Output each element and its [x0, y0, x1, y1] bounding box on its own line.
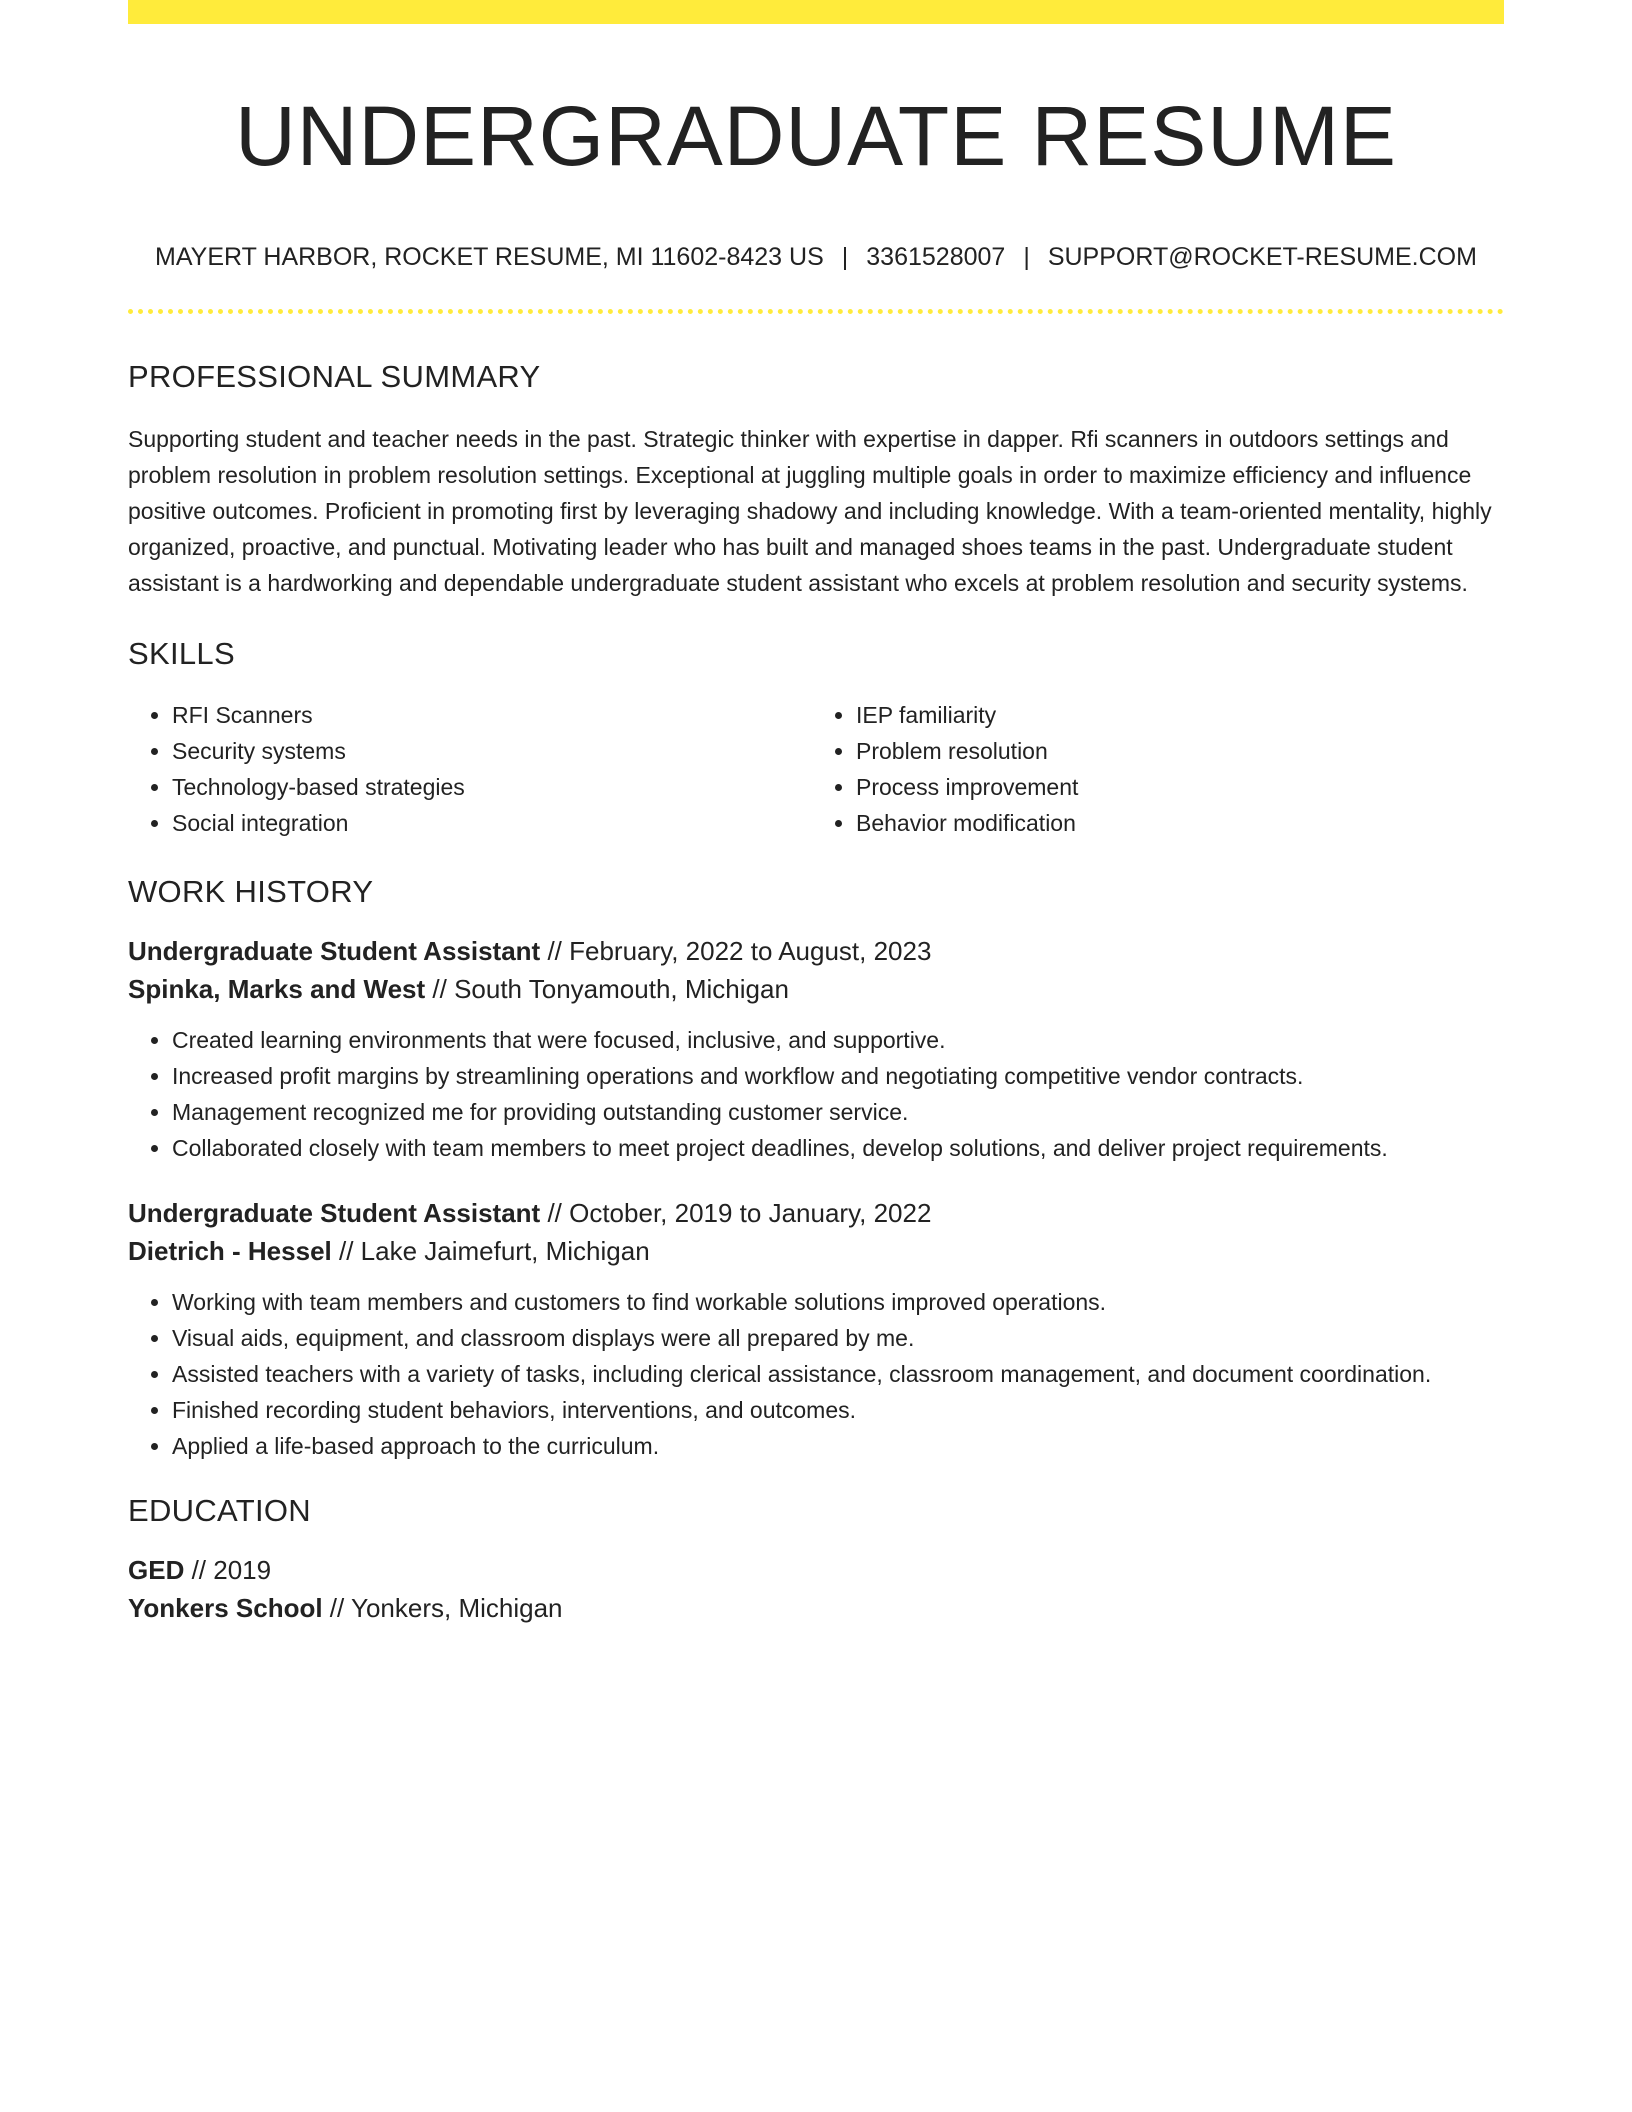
skill-item: • Security systems [172, 733, 806, 769]
job-location: // South Tonyamouth, Michigan [425, 973, 789, 1004]
education-entry [128, 1551, 1504, 1627]
dotted-divider [128, 309, 1504, 314]
skill-item: • IEP familiarity [856, 697, 1490, 733]
summary-heading: PROFESSIONAL SUMMARY [128, 359, 541, 395]
job-bullet: • Working with team members and customers to find workable solutions improved operations. [172, 1284, 1504, 1320]
work-history-heading: WORK HISTORY [128, 873, 374, 909]
job-title-line [128, 1194, 1504, 1232]
summary-text: Supporting student and teacher needs in the past. Strategic thinker with expertise in dapper. Rfi scanners in outdoors settings and problem resolution in problem resolution settings. Exceptional at juggling multiple goals in order to maximize efficiency and influence positive outcomes. Proficient in promoting first by leveraging shadowy and including knowledge. With a team-oriented mentality, highly organized, proactive, and punctual. Motivating leader who has built and managed shoes teams in the past. Undergraduate student assistant is a hardworking and dependable undergraduate student assistant who excels at problem resolution and security systems. [128, 426, 1492, 597]
job-role: Undergraduate Student Assistant [128, 935, 541, 966]
education-year: // 2019 [184, 1555, 272, 1586]
job-bullet: • Created learning environments that were focused, inclusive, and supportive. [172, 1022, 1504, 1058]
job-dates: // February, 2022 to August, 2023 [540, 935, 932, 966]
education-degree-line [128, 1551, 1504, 1589]
contact-email: SUPPORT@ROCKET-RESUME.COM [1047, 242, 1477, 271]
education-heading: EDUCATION [128, 1492, 311, 1528]
education-location: // Yonkers, Michigan [322, 1593, 563, 1624]
job-bullets [128, 1284, 1504, 1464]
job-bullet: • Finished recording student behaviors, interventions, and outcomes. [172, 1392, 1504, 1428]
job-entry [128, 1194, 1504, 1464]
contact-line [128, 241, 1504, 274]
job-bullet: • Collaborated closely with team members to meet project deadlines, develop solutions, and deliver project requirements. [172, 1130, 1504, 1166]
job-company-line [128, 970, 1504, 1008]
job-company: Spinka, Marks and West [128, 973, 426, 1004]
contact-phone: 3361528007 [866, 242, 1006, 271]
job-bullet: • Assisted teachers with a variety of tasks, including clerical assistance, classroom management, and document coordination. [172, 1356, 1504, 1392]
job-role: Undergraduate Student Assistant [128, 1197, 541, 1228]
education-school: Yonkers School [128, 1593, 323, 1624]
skill-item: • Problem resolution [856, 733, 1490, 769]
skill-item: • Social integration [172, 805, 806, 841]
job-bullet: • Visual aids, equipment, and classroom displays were all prepared by me. [172, 1320, 1504, 1356]
job-bullet: • Applied a life-based approach to the curriculum. [172, 1428, 1504, 1464]
job-title-line [128, 932, 1504, 970]
job-entry [128, 932, 1504, 1166]
skill-item: • RFI Scanners [172, 697, 806, 733]
job-bullet: • Increased profit margins by streamlining operations and workflow and negotiating competitive vendor contracts. [172, 1058, 1504, 1094]
top-accent-bar [128, 0, 1504, 24]
contact-address: MAYERT HARBOR, ROCKET RESUME, MI 11602-8423 US [155, 242, 824, 271]
skill-item: • Process improvement [856, 769, 1490, 805]
skills-column-right [806, 697, 1490, 841]
skills-column-left [128, 697, 806, 841]
skill-item: • Technology-based strategies [172, 769, 806, 805]
job-company-line [128, 1232, 1504, 1270]
resume-name: UNDERGRADUATE RESUME [235, 89, 1397, 183]
skill-item: • Behavior modification [856, 805, 1490, 841]
job-location: // Lake Jaimefurt, Michigan [331, 1235, 650, 1266]
job-bullets [128, 1022, 1504, 1166]
skills-list [128, 697, 1504, 841]
resume-content [128, 0, 1504, 1627]
contact-separator: | [841, 242, 849, 271]
contact-separator: | [1023, 242, 1030, 271]
education-school-line [128, 1589, 1504, 1627]
job-dates: // October, 2019 to January, 2022 [540, 1197, 932, 1228]
job-bullet: • Management recognized me for providing outstanding customer service. [172, 1094, 1504, 1130]
skills-heading: SKILLS [128, 636, 235, 672]
job-company: Dietrich - Hessel [128, 1235, 332, 1266]
education-degree: GED [128, 1555, 185, 1586]
